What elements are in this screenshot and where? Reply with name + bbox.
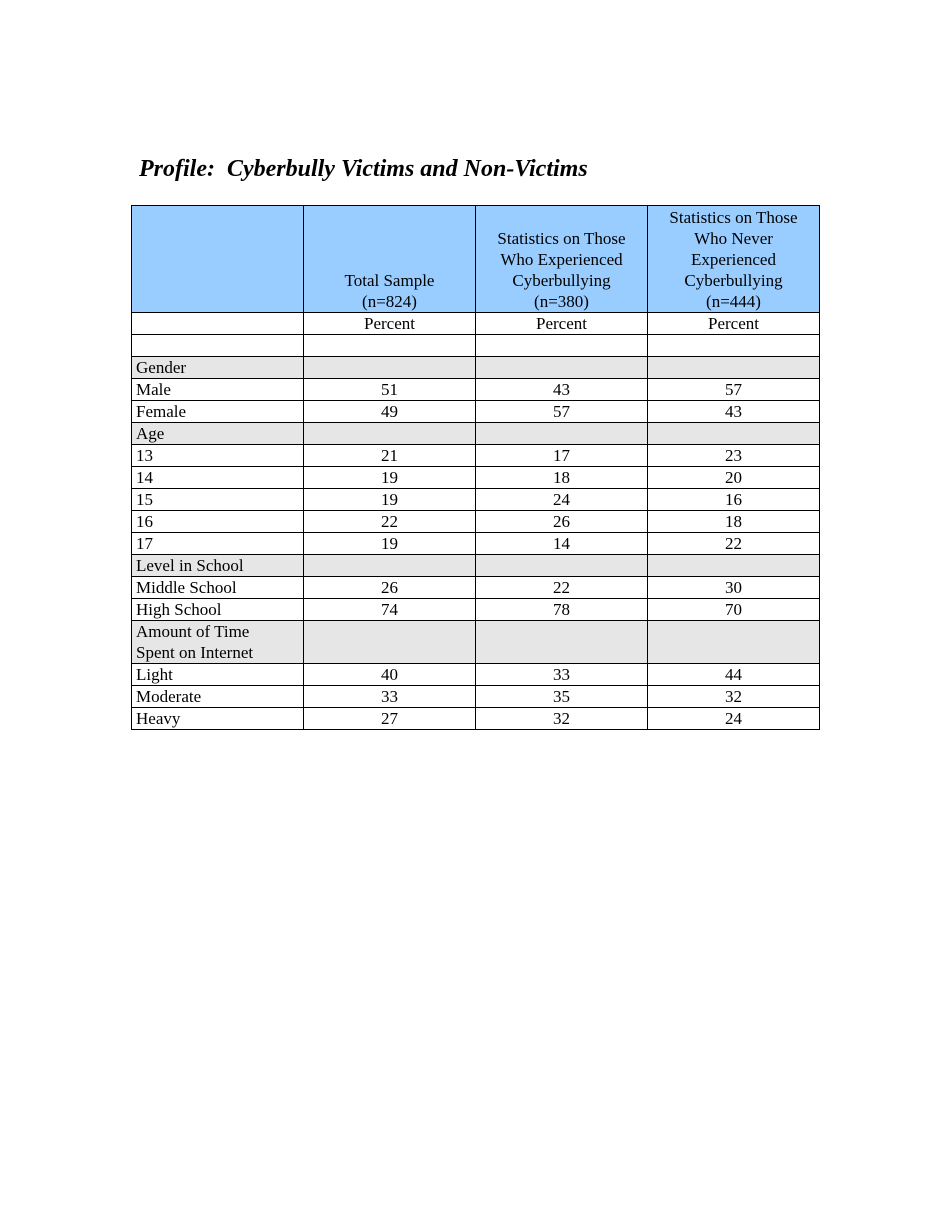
unit-cell: Percent: [304, 313, 476, 335]
value-cell: 32: [476, 708, 648, 730]
table-row: [132, 686, 820, 708]
page-title: Profile: Cyberbully Victims and Non-Victims: [139, 156, 588, 182]
value-cell: 16: [648, 489, 820, 511]
section-empty-cell: [304, 357, 476, 379]
section-empty-cell: [476, 621, 648, 664]
unit-cell: [132, 313, 304, 335]
value-cell: 17: [476, 445, 648, 467]
empty-cell: [132, 335, 304, 357]
value-cell: 19: [304, 533, 476, 555]
section-label: Age: [132, 423, 304, 445]
value-cell: 20: [648, 467, 820, 489]
section-empty-cell: [476, 555, 648, 577]
value-cell: 24: [476, 489, 648, 511]
value-cell: 35: [476, 686, 648, 708]
table-row: [132, 489, 820, 511]
row-label: 14: [132, 467, 304, 489]
value-cell: 22: [476, 577, 648, 599]
value-cell: 19: [304, 467, 476, 489]
value-cell: 57: [648, 379, 820, 401]
row-label: 15: [132, 489, 304, 511]
row-label: Light: [132, 664, 304, 686]
section-empty-cell: [304, 621, 476, 664]
value-cell: 33: [476, 664, 648, 686]
value-cell: 26: [476, 511, 648, 533]
table-header-row: [132, 206, 820, 313]
row-label: Heavy: [132, 708, 304, 730]
section-empty-cell: [304, 423, 476, 445]
section-empty-cell: [304, 555, 476, 577]
value-cell: 27: [304, 708, 476, 730]
value-cell: 21: [304, 445, 476, 467]
row-label: High School: [132, 599, 304, 621]
section-row: [132, 357, 820, 379]
section-row: [132, 423, 820, 445]
spacer-row: [132, 335, 820, 357]
profile-table: [131, 205, 820, 730]
value-cell: 57: [476, 401, 648, 423]
table-row: [132, 708, 820, 730]
value-cell: 14: [476, 533, 648, 555]
row-label: 17: [132, 533, 304, 555]
row-label: Male: [132, 379, 304, 401]
row-label: 16: [132, 511, 304, 533]
value-cell: 19: [304, 489, 476, 511]
row-label: 13: [132, 445, 304, 467]
section-empty-cell: [648, 357, 820, 379]
value-cell: 74: [304, 599, 476, 621]
table-row: [132, 467, 820, 489]
value-cell: 78: [476, 599, 648, 621]
table-row: [132, 401, 820, 423]
table-body: [132, 206, 820, 730]
table-row: [132, 511, 820, 533]
value-cell: 26: [304, 577, 476, 599]
section-empty-cell: [476, 423, 648, 445]
header-never-experienced: Statistics on Those Who Never Experienced Cyberbullying (n=444): [648, 206, 820, 313]
value-cell: 43: [476, 379, 648, 401]
table-row: [132, 664, 820, 686]
value-cell: 51: [304, 379, 476, 401]
header-experienced: Statistics on Those Who Experienced Cyberbullying (n=380): [476, 206, 648, 313]
value-cell: 49: [304, 401, 476, 423]
table-row: [132, 445, 820, 467]
value-cell: 18: [476, 467, 648, 489]
table-row: [132, 379, 820, 401]
value-cell: 22: [304, 511, 476, 533]
value-cell: 40: [304, 664, 476, 686]
value-cell: 22: [648, 533, 820, 555]
value-cell: 30: [648, 577, 820, 599]
section-row: [132, 621, 820, 664]
unit-cell: Percent: [476, 313, 648, 335]
unit-cell: Percent: [648, 313, 820, 335]
value-cell: 33: [304, 686, 476, 708]
section-empty-cell: [648, 621, 820, 664]
section-label: Level in School: [132, 555, 304, 577]
value-cell: 44: [648, 664, 820, 686]
empty-cell: [648, 335, 820, 357]
table-row: [132, 599, 820, 621]
row-label: Middle School: [132, 577, 304, 599]
value-cell: 32: [648, 686, 820, 708]
value-cell: 43: [648, 401, 820, 423]
table-row: [132, 577, 820, 599]
section-row: [132, 555, 820, 577]
empty-cell: [476, 335, 648, 357]
section-label: Amount of Time Spent on Internet: [132, 621, 304, 664]
row-label: Moderate: [132, 686, 304, 708]
table-row: [132, 533, 820, 555]
value-cell: 23: [648, 445, 820, 467]
value-cell: 24: [648, 708, 820, 730]
header-total-sample: Total Sample (n=824): [304, 206, 476, 313]
empty-cell: [304, 335, 476, 357]
value-cell: 70: [648, 599, 820, 621]
unit-row: [132, 313, 820, 335]
section-empty-cell: [648, 555, 820, 577]
section-label: Gender: [132, 357, 304, 379]
header-blank-cell: [132, 206, 304, 313]
row-label: Female: [132, 401, 304, 423]
section-empty-cell: [648, 423, 820, 445]
value-cell: 18: [648, 511, 820, 533]
section-empty-cell: [476, 357, 648, 379]
